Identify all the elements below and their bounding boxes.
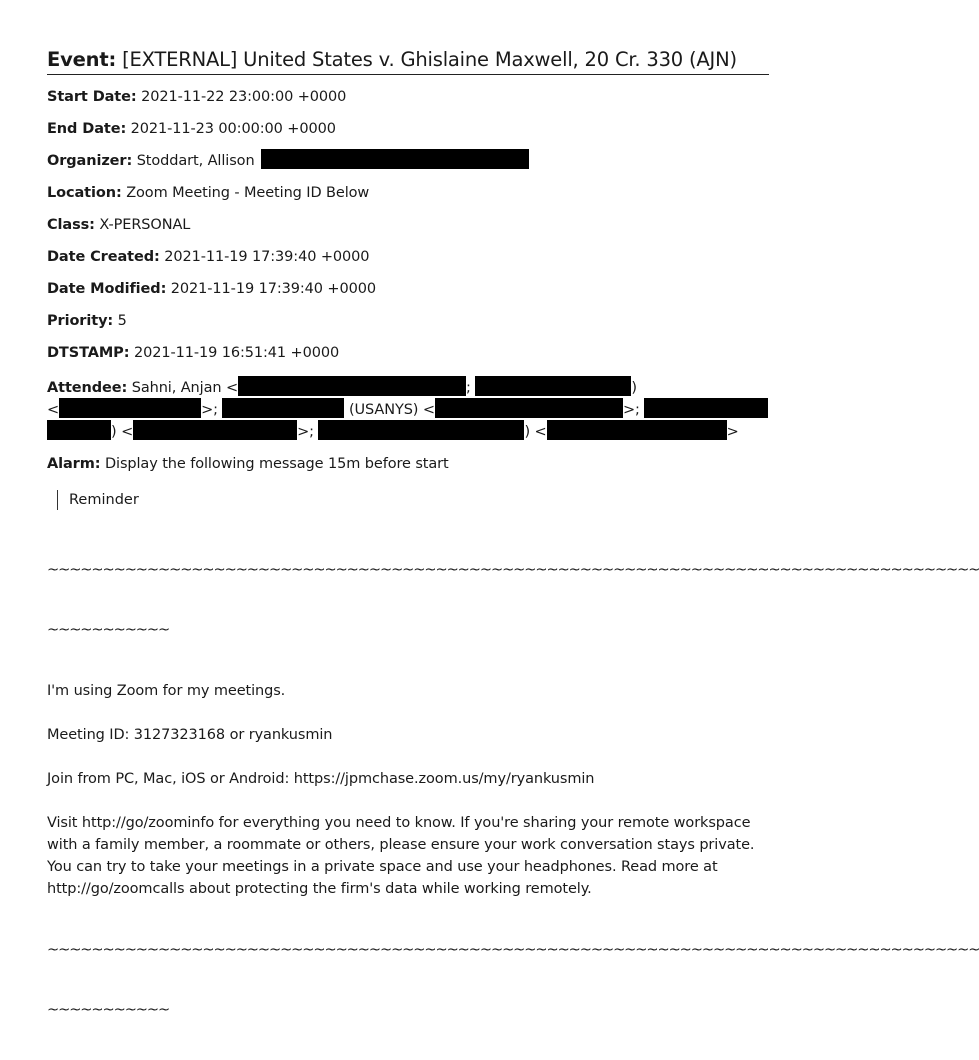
end-date-field xyxy=(47,113,769,145)
attendee-separator: ) < xyxy=(524,424,547,440)
tilde-line: ~~~~~~~~~~~ xyxy=(47,622,170,638)
redaction-box xyxy=(133,420,297,440)
reminder-quote: Reminder xyxy=(57,490,769,510)
date-created-field xyxy=(47,241,769,273)
meeting-body xyxy=(47,680,769,900)
body-visit-paragraph: Visit http://go/zoominfo for everything you need to know. If you're sharing your remote workspace with a family member, a roommate or others, please ensure your work conversation stays private. You can try to take your meetings in a private space and use your headphones. Read more at http://go/zoomcalls about protecting the firm's data while working remotely. xyxy=(47,815,755,897)
location-label: Location: xyxy=(47,185,122,201)
attendee-separator: < xyxy=(47,402,60,418)
location-value: Zoom Meeting - Meeting ID Below xyxy=(126,185,370,201)
redaction-box xyxy=(261,149,529,169)
end-date-label: End Date: xyxy=(47,121,127,137)
date-modified-value: 2021-11-19 17:39:40 +0000 xyxy=(170,281,376,297)
attendee-separator: >; xyxy=(297,424,314,440)
class-field xyxy=(47,209,769,241)
event-label: Event: xyxy=(47,48,117,71)
redaction-box xyxy=(222,398,344,418)
attendee-label: Attendee: xyxy=(47,380,128,396)
body-join-link: Join from PC, Mac, iOS or Android: https://jpmchase.zoom.us/my/ryankusmin xyxy=(47,771,595,787)
attendee-org: (USANYS) < xyxy=(348,402,435,418)
tilde-line: ~~~~~~~~~~~~~~~~~~~~~~~~~~~~~~~~~~~~~~~~~~~~~~~~~~~~~~~~~~~~~~~~~~~~~~~~~~~~~~~~~~~~ xyxy=(47,562,979,578)
redaction-box xyxy=(435,398,623,418)
date-created-value: 2021-11-19 17:39:40 +0000 xyxy=(164,249,370,265)
priority-value: 5 xyxy=(117,313,127,329)
redaction-box xyxy=(238,376,466,396)
event-title xyxy=(47,46,769,75)
start-date-field xyxy=(47,81,769,113)
redaction-box xyxy=(644,398,768,418)
attendee-row-2 xyxy=(47,398,769,420)
tilde-divider-top xyxy=(47,520,979,680)
redaction-box xyxy=(59,398,201,418)
date-modified-field xyxy=(47,273,769,305)
priority-field xyxy=(47,305,769,337)
alarm-label: Alarm: xyxy=(47,456,101,472)
attendee-separator: > xyxy=(726,424,739,440)
organizer-value: Stoddart, Allison xyxy=(136,153,255,169)
date-created-label: Date Created: xyxy=(47,249,160,265)
redaction-box xyxy=(318,420,524,440)
class-value: X-PERSONAL xyxy=(99,217,191,233)
attendee-separator: ) xyxy=(631,380,637,396)
event-title-text: [EXTERNAL] United States v. Ghislaine Maxwell, 20 Cr. 330 (AJN) xyxy=(122,48,737,71)
location-field xyxy=(47,177,769,209)
start-date-label: Start Date: xyxy=(47,89,137,105)
attendee-name: Sahni, Anjan < xyxy=(131,380,239,396)
organizer-label: Organizer: xyxy=(47,153,133,169)
attendee-row-3 xyxy=(47,420,769,442)
calendar-export-page xyxy=(47,46,979,1060)
attendee-separator: ) < xyxy=(111,424,134,440)
body-intro: I'm using Zoom for my meetings. xyxy=(47,683,286,699)
redaction-box xyxy=(47,420,111,440)
attendee-row-1 xyxy=(47,376,769,398)
alarm-value: Display the following message 15m before start xyxy=(104,456,449,472)
attendee-separator: >; xyxy=(622,402,640,418)
class-label: Class: xyxy=(47,217,95,233)
end-date-value: 2021-11-23 00:00:00 +0000 xyxy=(130,121,336,137)
date-modified-label: Date Modified: xyxy=(47,281,167,297)
dtstamp-label: DTSTAMP: xyxy=(47,345,130,361)
redaction-box xyxy=(475,376,631,396)
attendee-separator: >; xyxy=(201,402,218,418)
alarm-field xyxy=(47,448,769,480)
priority-label: Priority: xyxy=(47,313,114,329)
start-date-value: 2021-11-22 23:00:00 +0000 xyxy=(141,89,347,105)
tilde-line: ~~~~~~~~~~~ xyxy=(47,1002,170,1018)
organizer-field xyxy=(47,145,769,177)
attendee-separator: ; xyxy=(466,380,471,396)
tilde-line: ~~~~~~~~~~~~~~~~~~~~~~~~~~~~~~~~~~~~~~~~~~~~~~~~~~~~~~~~~~~~~~~~~~~~~~~~~~~~~~~~~~~~ xyxy=(47,942,979,958)
dtstamp-value: 2021-11-19 16:51:41 +0000 xyxy=(133,345,340,361)
redaction-box xyxy=(547,420,727,440)
tilde-divider-bottom xyxy=(47,900,979,1060)
body-meeting-id: Meeting ID: 3127323168 or ryankusmin xyxy=(47,727,333,743)
attendee-field xyxy=(47,376,769,442)
dtstamp-field xyxy=(47,337,769,369)
